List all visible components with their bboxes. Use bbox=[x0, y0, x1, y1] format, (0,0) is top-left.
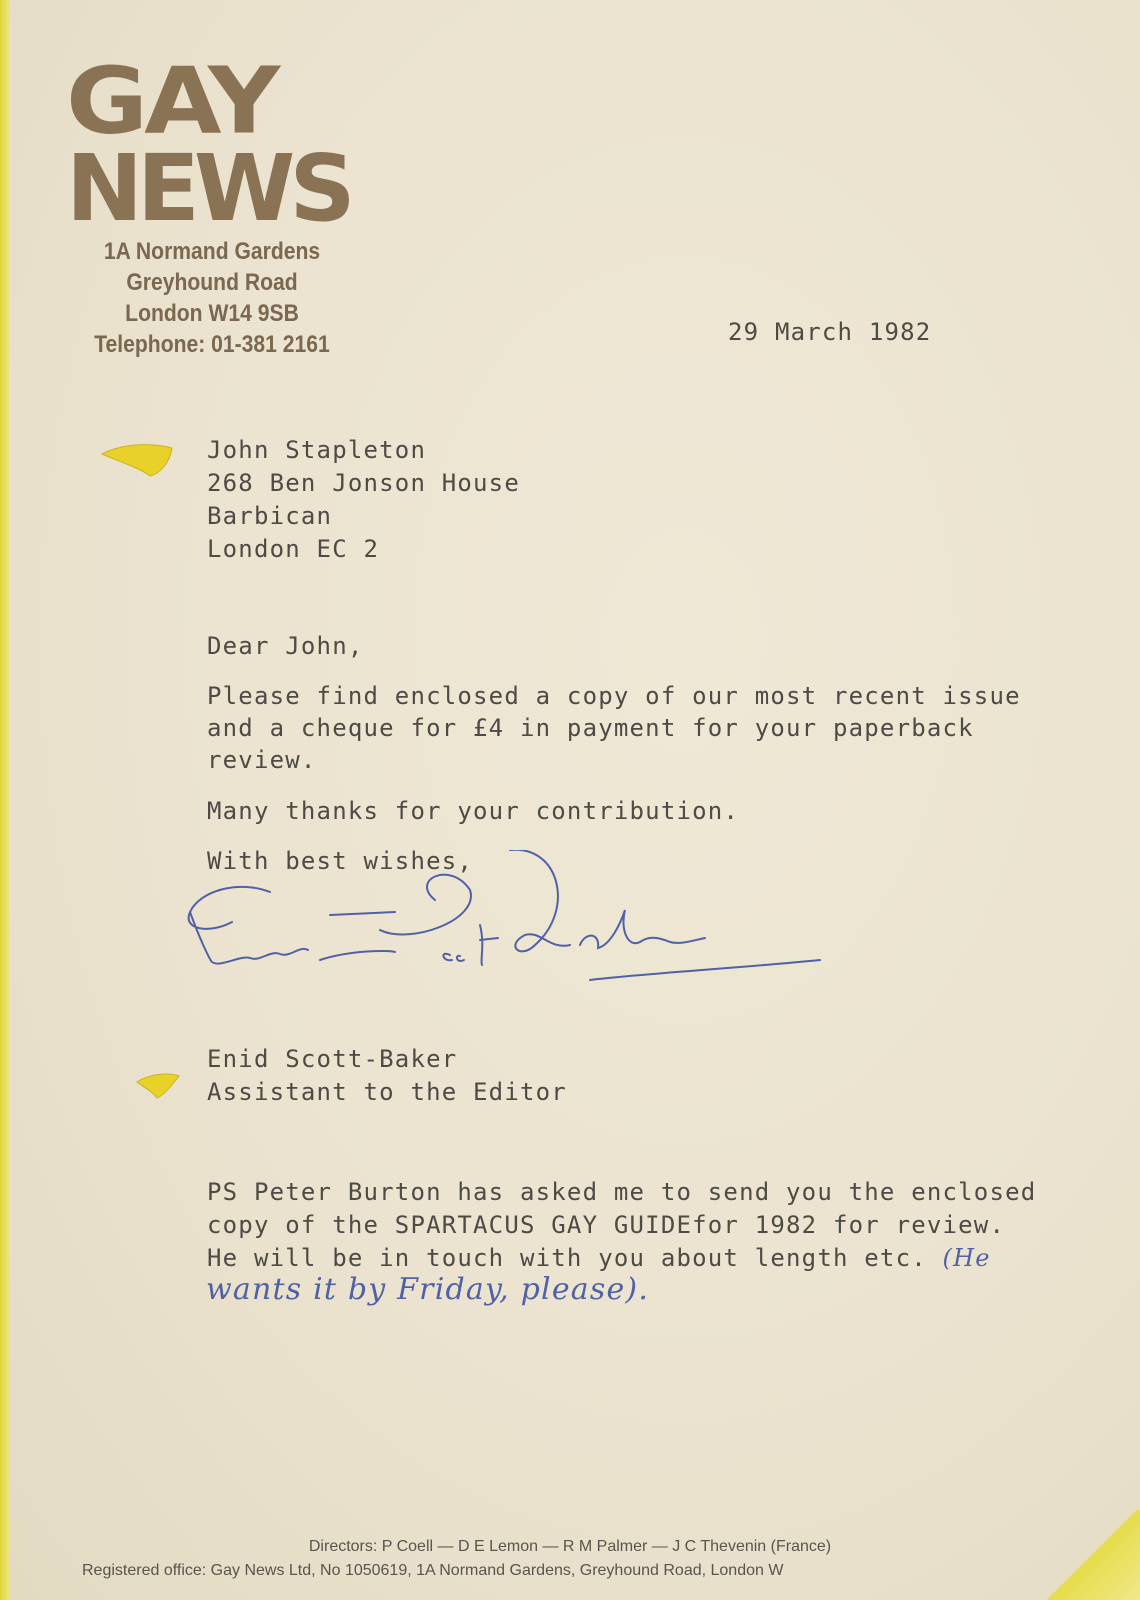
ps-line: PS Peter Burton has asked me to send you the enclosed bbox=[207, 1178, 1037, 1206]
logo-line-1: GAY bbox=[66, 46, 277, 155]
ps-line: copy of the SPARTACUS GAY GUIDEfor 1982 for review. bbox=[207, 1211, 1006, 1239]
letter-footer bbox=[0, 1535, 1140, 1583]
signatory-title: Assistant to the Editor bbox=[207, 1078, 567, 1106]
recipient-address bbox=[207, 434, 520, 566]
address-line: London W14 9SB bbox=[125, 300, 299, 327]
paragraph-line: review. bbox=[207, 746, 317, 774]
letter-date: 29 March 1982 bbox=[728, 318, 932, 346]
registered-office-line: Registered office: Gay News Ltd, No 1050619, 1A Normand Gardens, Greyhound Road, London W bbox=[82, 1562, 784, 1579]
paper-clip-mark-icon bbox=[100, 440, 175, 478]
recipient-line: London EC 2 bbox=[207, 535, 380, 563]
paper-clip-mark-icon bbox=[133, 1070, 183, 1100]
recipient-line: 268 Ben Jonson House bbox=[207, 469, 520, 497]
handwritten-note: wants it by Friday, please). bbox=[206, 1272, 650, 1307]
signatory-name: Enid Scott-Baker bbox=[207, 1045, 458, 1073]
recipient-line: Barbican bbox=[207, 502, 333, 530]
gay-news-logo bbox=[66, 46, 386, 242]
yellow-edge bbox=[0, 0, 9, 1600]
salutation: Dear John, bbox=[207, 632, 364, 660]
recipient-line: John Stapleton bbox=[207, 436, 427, 464]
paragraph-line: Please find enclosed a copy of our most recent issue bbox=[207, 682, 1021, 710]
address-line: 1A Normand Gardens bbox=[103, 238, 321, 265]
body-paragraph bbox=[207, 680, 1021, 776]
handwritten-signature bbox=[180, 850, 840, 1020]
letterhead-address bbox=[80, 236, 344, 360]
directors-line: Directors: P Coell — D E Lemon — R M Palmer — J C Thevenin (France) bbox=[308, 1538, 832, 1555]
paragraph-line: and a cheque for £4 in payment for your paperback bbox=[207, 714, 974, 742]
ps-line-text: He will be in touch with you about length etc. bbox=[207, 1244, 927, 1272]
thanks-line: Many thanks for your contribution. bbox=[207, 797, 740, 825]
handwritten-note-start: (He bbox=[942, 1244, 991, 1272]
telephone-line: Telephone: 01-381 2161 bbox=[94, 331, 330, 358]
ps-line bbox=[207, 1242, 1036, 1275]
postscript bbox=[207, 1176, 1036, 1275]
signatory-block bbox=[207, 1043, 567, 1109]
closing-line: With best wishes, bbox=[207, 847, 474, 875]
address-line: Greyhound Road bbox=[126, 269, 298, 296]
logo-line-2: NEWS bbox=[66, 135, 350, 242]
